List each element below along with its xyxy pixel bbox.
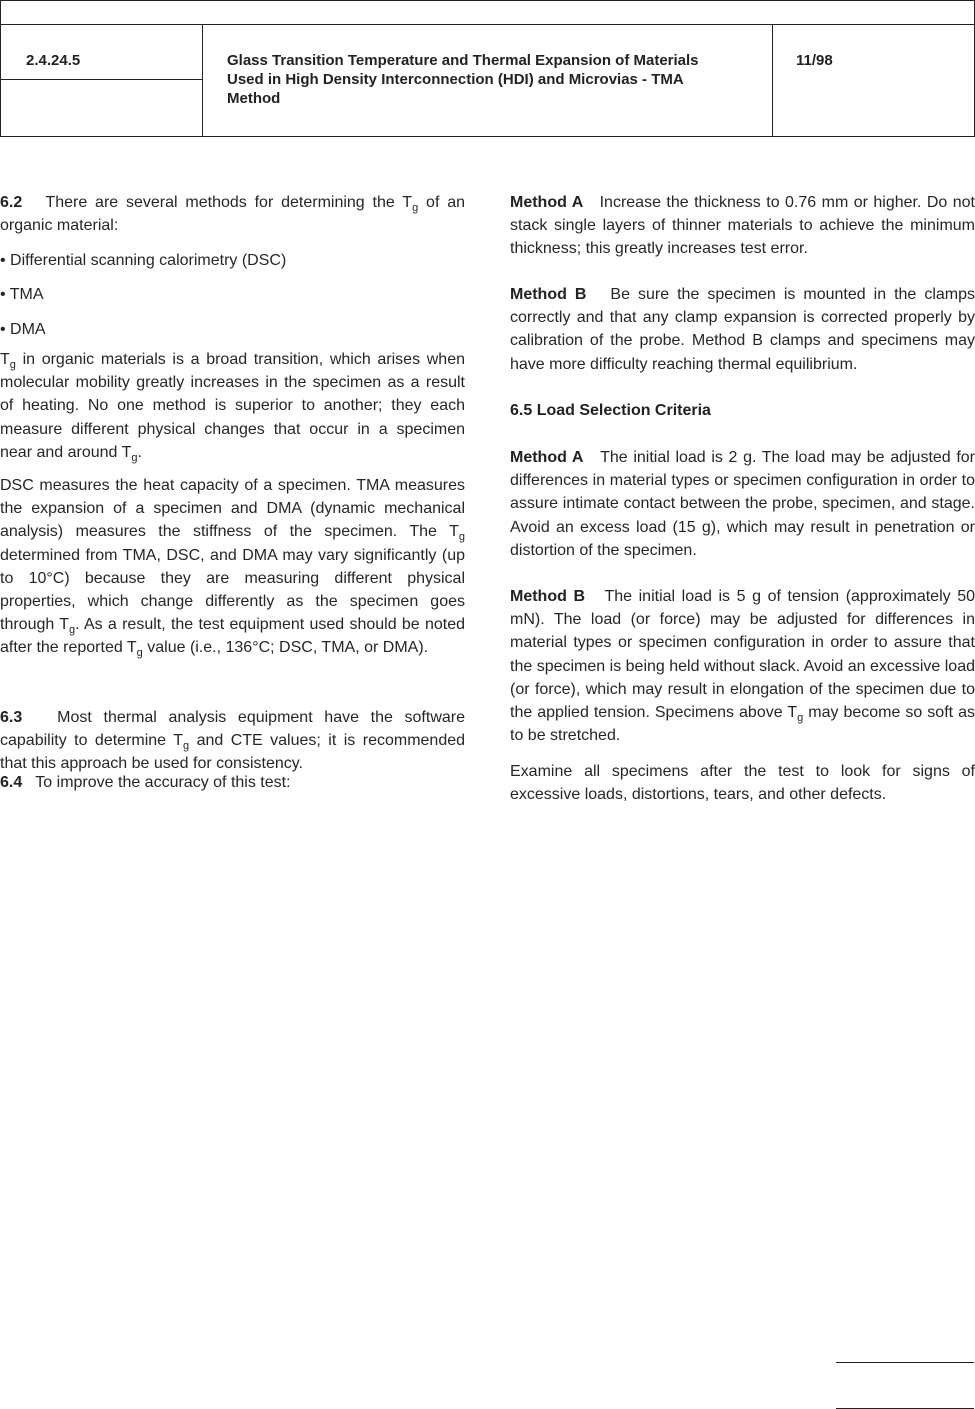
paragraph-bullet-tma xyxy=(0,283,465,306)
subscript: g xyxy=(131,451,138,464)
text-run: The initial load is 5 g of tension (approximately 50 mN). The load (or force) may be adjusted for differences in material types or specimen configuration in order to assure that the specimen is being held without slack. Avoid an excessive load (or force), which may result in elongation of the specimen due to the applied tension. Specimens above T xyxy=(510,588,975,722)
paragraph-p65-b xyxy=(510,585,975,747)
subscript: g xyxy=(136,647,143,660)
text-run: • TMA xyxy=(0,286,44,303)
paragraph-p-dsc xyxy=(0,474,465,660)
subscript: g xyxy=(458,531,465,544)
paragraph-bullet-dma xyxy=(0,318,465,341)
table-border xyxy=(202,24,203,137)
paragraph-h65 xyxy=(510,399,975,422)
text-run: The initial load is 2 g. The load may be adjusted for differences in material types or specimen configuration in order to assure intimate contact between the probe, specimen, and stage. Avoid an excess load (15 g), which may result in penetration or distortion of the specimen. xyxy=(510,449,975,559)
paragraph-p65-a xyxy=(510,446,975,562)
text-run: Most thermal analysis equipment have the software capability to determine T xyxy=(0,709,465,750)
section-label: 6.2 xyxy=(0,194,23,211)
text-run: in organic materials is a broad transition, which arises when molecular mobility greatly increases in the specimen as a result of heating. No one method is superior to another; they each measure different physical changes that occur in a specimen near and around T xyxy=(0,351,465,461)
section-label: 6.3 xyxy=(0,709,23,726)
table-border xyxy=(0,24,975,25)
text-run: may become so soft as to be stretched. xyxy=(510,704,975,745)
text-run: value (i.e., 136°C; DSC, TMA, or DMA). xyxy=(142,639,429,657)
text-run: Increase the thickness to 0.76 mm or higher. Do not stack single layers of thinner materials to achieve the minimum thickness; this greatly increases test error. xyxy=(510,194,975,258)
section-label: 6.4 xyxy=(0,774,23,791)
text-run: determined from TMA, DSC, and DMA may vary significantly (up to 10°C) because they are measuring different physical properties, which change differently as the specimen goes through T xyxy=(0,546,465,634)
subscript: g xyxy=(797,712,804,725)
text-run: • DMA xyxy=(0,321,46,338)
text-run: and CTE values; it is recommended that this approach be used for consistency. xyxy=(0,732,466,773)
doc-date: 11/98 xyxy=(796,52,833,69)
section-label: Method B xyxy=(510,588,586,605)
paragraph-p62 xyxy=(0,191,465,237)
text-run: Examine all specimens after the test to look for signs of excessive loads, distortions, tears, and other defects. xyxy=(510,763,975,804)
text-run: T xyxy=(0,351,10,368)
text-run: . xyxy=(137,443,142,461)
doc-title: Glass Transition Temperature and Thermal Expansion of Materials Used in High Density Interconnection (HDI) and Microvias - TMA Method xyxy=(227,52,699,107)
table-border xyxy=(772,24,773,137)
footer-rule xyxy=(836,1362,974,1363)
paragraph-p63 xyxy=(0,706,465,776)
paragraph-bullet-dsc xyxy=(0,249,465,272)
table-border xyxy=(0,79,202,80)
text-run: . As a result, the test equipment used should be noted after the reported T xyxy=(0,616,465,657)
paragraph-p64-a xyxy=(510,191,975,261)
text-run: Be sure the specimen is mounted in the clamps correctly and that any clamp expansion is corrected properly by calibration of the probe. Method B clamps and specimens may have more difficulty reaching thermal equilibrium. xyxy=(510,286,975,373)
subscript: g xyxy=(183,740,190,753)
doc-number: 2.4.24.5 xyxy=(26,52,81,69)
table-border xyxy=(0,0,1,137)
paragraph-p64-b xyxy=(510,283,975,376)
table-border xyxy=(0,136,975,137)
paragraph-p-examine xyxy=(510,760,975,806)
text-run: • Differential scanning calorimetry (DSC) xyxy=(0,252,287,269)
section-label: Method A xyxy=(510,194,584,211)
paragraph-p64 xyxy=(0,771,465,794)
text-run: There are several methods for determining the T xyxy=(22,194,413,211)
paragraph-p-tg xyxy=(0,348,465,464)
text-run: of an organic material: xyxy=(0,194,466,235)
section-label: Method B xyxy=(510,286,587,303)
section-label: Method A xyxy=(510,449,584,466)
subscript: g xyxy=(9,359,16,371)
section-label: 6.5 Load Selection Criteria xyxy=(510,402,711,419)
document-header-table xyxy=(0,0,975,137)
subscript: g xyxy=(412,202,419,214)
subscript: g xyxy=(69,624,76,637)
text-run: To improve the accuracy of this test: xyxy=(22,774,291,791)
table-border xyxy=(0,0,975,1)
text-run: DSC measures the heat capacity of a specimen. TMA measures the expansion of a specimen and DMA (dynamic mechanical analysis) measures the stiffness of the specimen. The T xyxy=(0,477,465,541)
